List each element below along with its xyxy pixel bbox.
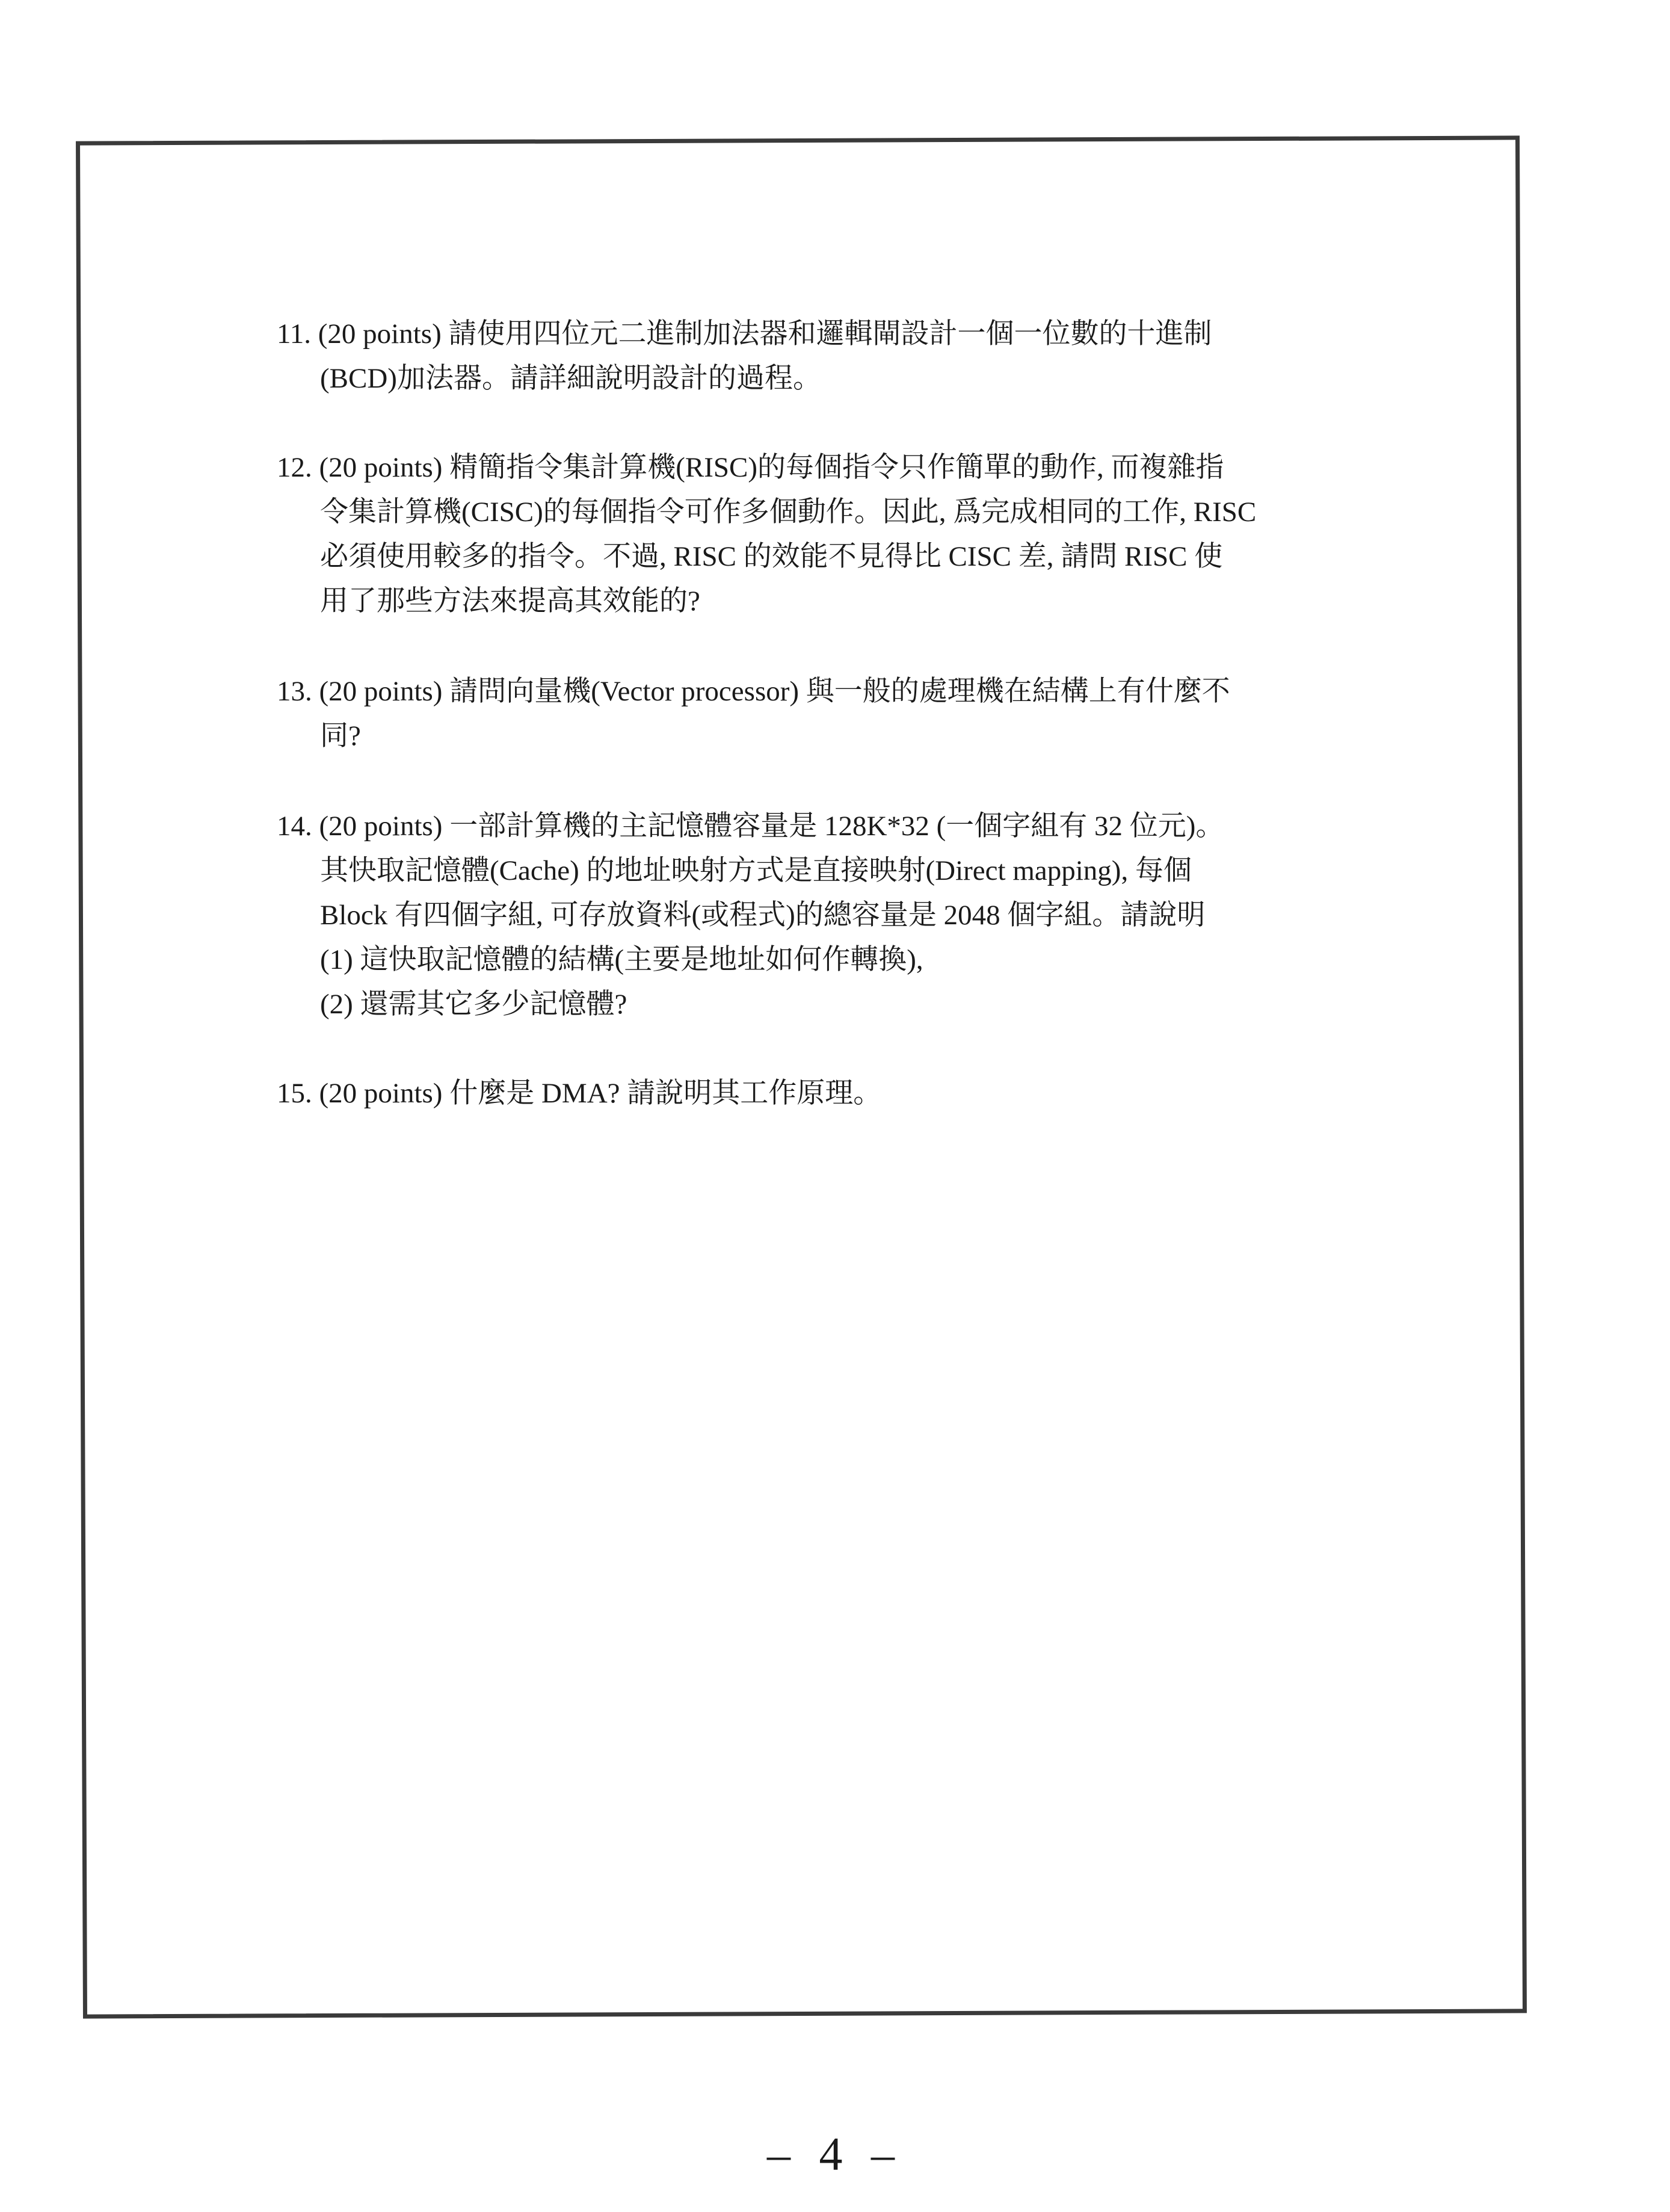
question-line: (BCD)加法器。請詳細說明設計的過程。 — [320, 363, 821, 394]
question-13 — [277, 669, 1336, 758]
question-line: 令集計算機(CISC)的每個指令可作多個動作。因此, 爲完成相同的工作, RISC — [320, 496, 1257, 528]
question-line: (2) 還需其它多少記憶體? — [320, 989, 627, 1020]
page-number: – 4 – — [767, 2128, 903, 2180]
question-line: 其快取記憶體(Cache) 的地址映射方式是直接映射(Direct mapping), 每個 — [320, 855, 1192, 886]
question-line: Block 有四個字組, 可存放資料(或程式)的總容量是 2048 個字組。請說明 — [320, 900, 1206, 931]
question-line: 13. (20 points) 請問向量機(Vector processor) 與一般的處理機在結構上有什麼不 — [277, 676, 1230, 707]
question-line: 12. (20 points) 精簡指令集計算機(RISC)的每個指令只作簡單的動作, 而複雜指 — [277, 452, 1224, 483]
question-line: 11. (20 points) 請使用四位元二進制加法器和邏輯閘設計一個一位數的十進制 — [277, 318, 1212, 350]
question-line: 必須使用較多的指令。不過, RISC 的效能不見得比 CISC 差, 請問 RISC 使 — [320, 541, 1223, 572]
question-15 — [277, 1071, 1336, 1116]
question-line: 用了那些方法來提高其效能的? — [320, 585, 700, 617]
question-line: 14. (20 points) 一部計算機的主記憶體容量是 128K*32 (一個字組有 32 位元)。 — [277, 811, 1224, 842]
question-11 — [277, 312, 1336, 401]
question-line: 同? — [320, 720, 361, 752]
question-14 — [277, 804, 1336, 1027]
question-12 — [277, 445, 1336, 623]
question-line: (1) 這快取記憶體的結構(主要是地址如何作轉換), — [320, 944, 923, 975]
question-line: 15. (20 points) 什麼是 DMA? 請說明其工作原理。 — [277, 1078, 882, 1109]
